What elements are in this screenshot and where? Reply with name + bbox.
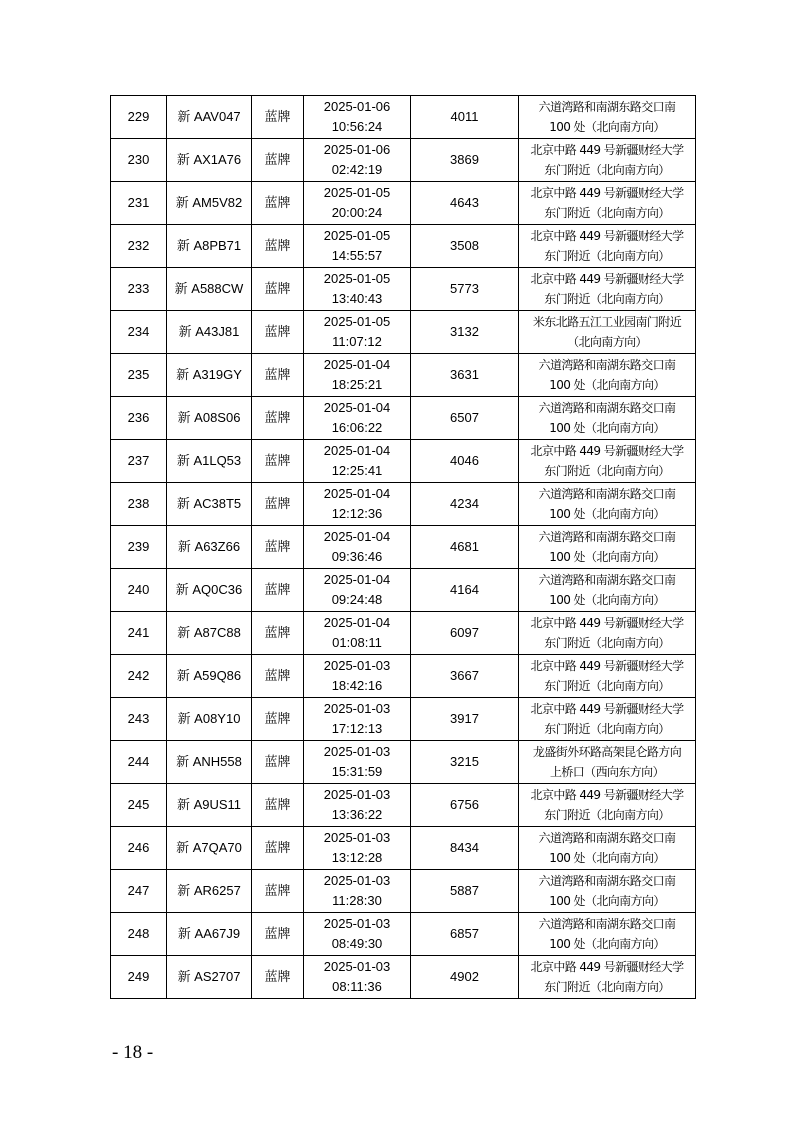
time-text: 08:49:30 (331, 936, 383, 951)
location-line-2: 100 处（北向南方向） (549, 120, 665, 134)
datetime-cell (304, 612, 411, 655)
plate-color-cell: 蓝牌 (252, 784, 304, 827)
table-row (111, 913, 696, 956)
table-row (111, 526, 696, 569)
location-line-2: 东门附近（北向南方向） (544, 722, 670, 736)
time-text: 11:07:12 (332, 334, 382, 349)
table-row (111, 139, 696, 182)
table-row (111, 96, 696, 139)
location-line-2: 东门附近（北向南方向） (544, 636, 670, 650)
code-cell: 6756 (411, 784, 519, 827)
table-row (111, 698, 696, 741)
code-cell: 6097 (411, 612, 519, 655)
table-row (111, 397, 696, 440)
location-cell (519, 913, 696, 956)
plate-color-cell: 蓝牌 (252, 483, 304, 526)
location-line-2: 东门附近（北向南方向） (544, 808, 670, 822)
plate-number-cell: 新 A43J81 (167, 311, 252, 354)
location-cell (519, 956, 696, 999)
location-line-1: 北京中路 449 号新疆财经大学 (530, 186, 684, 200)
time-text: 18:42:16 (331, 678, 383, 693)
row-number-cell: 236 (111, 397, 167, 440)
table-row (111, 784, 696, 827)
table-row (111, 569, 696, 612)
time-text: 08:11:36 (332, 979, 382, 994)
plate-number-cell: 新 A319GY (167, 354, 252, 397)
date-text: 2025-01-06 (323, 99, 391, 114)
plate-color-cell: 蓝牌 (252, 698, 304, 741)
location-line-2: 东门附近（北向南方向） (544, 980, 670, 994)
location-cell (519, 698, 696, 741)
location-line-1: 六道湾路和南湖东路交口南 (538, 401, 676, 415)
row-number-cell: 230 (111, 139, 167, 182)
plate-color-cell: 蓝牌 (252, 655, 304, 698)
plate-number-cell: 新 A7QA70 (167, 827, 252, 870)
row-number-cell: 234 (111, 311, 167, 354)
date-text: 2025-01-03 (323, 830, 391, 845)
location-line-1: 北京中路 449 号新疆财经大学 (530, 659, 684, 673)
location-cell (519, 311, 696, 354)
plate-number-cell: 新 AX1A76 (167, 139, 252, 182)
datetime-cell (304, 397, 411, 440)
date-text: 2025-01-03 (323, 959, 391, 974)
location-cell (519, 96, 696, 139)
table-row (111, 440, 696, 483)
datetime-cell (304, 96, 411, 139)
datetime-cell (304, 741, 411, 784)
row-number-cell: 232 (111, 225, 167, 268)
date-text: 2025-01-04 (323, 400, 391, 415)
datetime-cell (304, 440, 411, 483)
location-line-1: 龙盛街外环路高架昆仑路方向 (532, 745, 682, 759)
datetime-cell (304, 956, 411, 999)
plate-number-cell: 新 AAV047 (167, 96, 252, 139)
plate-color-cell: 蓝牌 (252, 182, 304, 225)
row-number-cell: 245 (111, 784, 167, 827)
location-line-1: 北京中路 449 号新疆财经大学 (530, 702, 684, 716)
row-number-cell: 239 (111, 526, 167, 569)
page-number: - 18 - (112, 1042, 154, 1063)
plate-color-cell: 蓝牌 (252, 268, 304, 311)
time-text: 17:12:13 (331, 721, 383, 736)
row-number-cell: 248 (111, 913, 167, 956)
row-number-cell: 243 (111, 698, 167, 741)
plate-number-cell: 新 ANH558 (167, 741, 252, 784)
time-text: 10:56:24 (331, 119, 383, 134)
records-table (110, 95, 696, 999)
plate-color-cell: 蓝牌 (252, 526, 304, 569)
date-text: 2025-01-05 (323, 185, 391, 200)
location-line-1: 六道湾路和南湖东路交口南 (538, 573, 676, 587)
code-cell: 5887 (411, 870, 519, 913)
location-line-1: 六道湾路和南湖东路交口南 (538, 487, 676, 501)
location-line-1: 六道湾路和南湖东路交口南 (538, 917, 676, 931)
code-cell: 4046 (411, 440, 519, 483)
datetime-cell (304, 225, 411, 268)
date-text: 2025-01-05 (323, 314, 391, 329)
time-text: 09:36:46 (331, 549, 383, 564)
location-cell (519, 397, 696, 440)
plate-number-cell: 新 A8PB71 (167, 225, 252, 268)
location-cell (519, 870, 696, 913)
code-cell: 3508 (411, 225, 519, 268)
datetime-cell (304, 526, 411, 569)
table-row (111, 483, 696, 526)
datetime-cell (304, 870, 411, 913)
location-line-2: 100 处（北向南方向） (549, 550, 665, 564)
code-cell: 4681 (411, 526, 519, 569)
date-text: 2025-01-03 (323, 787, 391, 802)
table-row (111, 827, 696, 870)
code-cell: 4643 (411, 182, 519, 225)
location-cell (519, 784, 696, 827)
plate-number-cell: 新 A63Z66 (167, 526, 252, 569)
code-cell: 5773 (411, 268, 519, 311)
plate-number-cell: 新 A87C88 (167, 612, 252, 655)
table-row (111, 225, 696, 268)
plate-number-cell: 新 AR6257 (167, 870, 252, 913)
time-text: 13:36:22 (331, 807, 383, 822)
time-text: 13:12:28 (331, 850, 383, 865)
location-cell (519, 483, 696, 526)
location-cell (519, 268, 696, 311)
location-cell (519, 526, 696, 569)
location-cell (519, 655, 696, 698)
row-number-cell: 233 (111, 268, 167, 311)
time-text: 18:25:21 (331, 377, 383, 392)
location-line-2: 东门附近（北向南方向） (544, 163, 670, 177)
datetime-cell (304, 827, 411, 870)
plate-color-cell: 蓝牌 (252, 139, 304, 182)
plate-number-cell: 新 AQ0C36 (167, 569, 252, 612)
location-line-1: 六道湾路和南湖东路交口南 (538, 874, 676, 888)
datetime-cell (304, 182, 411, 225)
plate-color-cell: 蓝牌 (252, 440, 304, 483)
date-text: 2025-01-04 (323, 572, 391, 587)
location-line-1: 六道湾路和南湖东路交口南 (538, 358, 676, 372)
table-row (111, 741, 696, 784)
plate-color-cell: 蓝牌 (252, 741, 304, 784)
code-cell: 6507 (411, 397, 519, 440)
datetime-cell (304, 698, 411, 741)
location-cell (519, 440, 696, 483)
location-line-2: 100 处（北向南方向） (549, 507, 665, 521)
date-text: 2025-01-03 (323, 744, 391, 759)
location-line-2: 东门附近（北向南方向） (544, 249, 670, 263)
code-cell: 3917 (411, 698, 519, 741)
code-cell: 3631 (411, 354, 519, 397)
location-line-1: 六道湾路和南湖东路交口南 (538, 100, 676, 114)
time-text: 16:06:22 (331, 420, 383, 435)
table-row (111, 268, 696, 311)
plate-color-cell: 蓝牌 (252, 354, 304, 397)
location-cell (519, 569, 696, 612)
location-line-2: 东门附近（北向南方向） (544, 679, 670, 693)
plate-number-cell: 新 A1LQ53 (167, 440, 252, 483)
table-row (111, 354, 696, 397)
location-line-1: 北京中路 449 号新疆财经大学 (530, 444, 684, 458)
code-cell: 4234 (411, 483, 519, 526)
row-number-cell: 246 (111, 827, 167, 870)
location-line-1: 北京中路 449 号新疆财经大学 (530, 788, 684, 802)
plate-color-cell: 蓝牌 (252, 612, 304, 655)
location-cell (519, 182, 696, 225)
location-line-1: 北京中路 449 号新疆财经大学 (530, 272, 684, 286)
row-number-cell: 247 (111, 870, 167, 913)
location-line-2: 100 处（北向南方向） (549, 894, 665, 908)
plate-number-cell: 新 AC38T5 (167, 483, 252, 526)
table-row (111, 612, 696, 655)
time-text: 09:24:48 (331, 592, 383, 607)
plate-number-cell: 新 A9US11 (167, 784, 252, 827)
records-table-body (111, 96, 696, 999)
plate-color-cell: 蓝牌 (252, 827, 304, 870)
datetime-cell (304, 784, 411, 827)
table-row (111, 956, 696, 999)
location-cell (519, 741, 696, 784)
location-line-2: 100 处（北向南方向） (549, 593, 665, 607)
time-text: 14:55:57 (331, 248, 383, 263)
plate-color-cell: 蓝牌 (252, 225, 304, 268)
date-text: 2025-01-05 (323, 271, 391, 286)
code-cell: 6857 (411, 913, 519, 956)
code-cell: 8434 (411, 827, 519, 870)
location-line-1: 北京中路 449 号新疆财经大学 (530, 616, 684, 630)
date-text: 2025-01-03 (323, 873, 391, 888)
location-line-2: 100 处（北向南方向） (549, 937, 665, 951)
plate-number-cell: 新 AM5V82 (167, 182, 252, 225)
datetime-cell (304, 655, 411, 698)
time-text: 12:25:41 (331, 463, 383, 478)
location-line-2: 上桥口（西向东方向） (549, 765, 664, 779)
location-line-2: 东门附近（北向南方向） (544, 206, 670, 220)
code-cell: 3667 (411, 655, 519, 698)
row-number-cell: 241 (111, 612, 167, 655)
date-text: 2025-01-03 (323, 916, 391, 931)
location-line-2: 东门附近（北向南方向） (544, 464, 670, 478)
plate-color-cell: 蓝牌 (252, 397, 304, 440)
date-text: 2025-01-06 (323, 142, 391, 157)
time-text: 20:00:24 (331, 205, 383, 220)
plate-number-cell: 新 A08Y10 (167, 698, 252, 741)
location-line-2: 100 处（北向南方向） (549, 851, 665, 865)
code-cell: 3869 (411, 139, 519, 182)
plate-number-cell: 新 A588CW (167, 268, 252, 311)
row-number-cell: 240 (111, 569, 167, 612)
date-text: 2025-01-04 (323, 443, 391, 458)
datetime-cell (304, 569, 411, 612)
table-row (111, 870, 696, 913)
datetime-cell (304, 268, 411, 311)
datetime-cell (304, 311, 411, 354)
code-cell: 3132 (411, 311, 519, 354)
datetime-cell (304, 483, 411, 526)
plate-color-cell: 蓝牌 (252, 311, 304, 354)
time-text: 01:08:11 (332, 635, 382, 650)
row-number-cell: 249 (111, 956, 167, 999)
location-line-1: 六道湾路和南湖东路交口南 (538, 530, 676, 544)
row-number-cell: 244 (111, 741, 167, 784)
table-row (111, 655, 696, 698)
code-cell: 4164 (411, 569, 519, 612)
plate-color-cell: 蓝牌 (252, 870, 304, 913)
date-text: 2025-01-04 (323, 529, 391, 544)
location-cell (519, 354, 696, 397)
plate-color-cell: 蓝牌 (252, 96, 304, 139)
code-cell: 4011 (411, 96, 519, 139)
date-text: 2025-01-03 (323, 658, 391, 673)
row-number-cell: 235 (111, 354, 167, 397)
row-number-cell: 231 (111, 182, 167, 225)
table-row (111, 311, 696, 354)
location-line-1: 北京中路 449 号新疆财经大学 (530, 229, 684, 243)
location-line-2: 100 处（北向南方向） (549, 378, 665, 392)
location-line-2: 东门附近（北向南方向） (544, 292, 670, 306)
time-text: 11:28:30 (332, 893, 382, 908)
time-text: 15:31:59 (331, 764, 383, 779)
row-number-cell: 238 (111, 483, 167, 526)
date-text: 2025-01-04 (323, 615, 391, 630)
date-text: 2025-01-03 (323, 701, 391, 716)
location-cell (519, 827, 696, 870)
table-row (111, 182, 696, 225)
row-number-cell: 237 (111, 440, 167, 483)
row-number-cell: 242 (111, 655, 167, 698)
date-text: 2025-01-05 (323, 228, 391, 243)
location-line-1: 米东北路五江工业园南门附近 (532, 315, 682, 329)
location-line-2: （北向南方向） (567, 335, 647, 349)
row-number-cell: 229 (111, 96, 167, 139)
location-line-1: 北京中路 449 号新疆财经大学 (530, 143, 684, 157)
date-text: 2025-01-04 (323, 486, 391, 501)
plate-color-cell: 蓝牌 (252, 956, 304, 999)
time-text: 02:42:19 (331, 162, 383, 177)
location-cell (519, 225, 696, 268)
datetime-cell (304, 139, 411, 182)
location-cell (519, 612, 696, 655)
plate-color-cell: 蓝牌 (252, 569, 304, 612)
plate-number-cell: 新 A59Q86 (167, 655, 252, 698)
plate-number-cell: 新 AA67J9 (167, 913, 252, 956)
code-cell: 3215 (411, 741, 519, 784)
time-text: 12:12:36 (331, 506, 383, 521)
datetime-cell (304, 354, 411, 397)
plate-color-cell: 蓝牌 (252, 913, 304, 956)
plate-number-cell: 新 AS2707 (167, 956, 252, 999)
plate-number-cell: 新 A08S06 (167, 397, 252, 440)
location-line-1: 北京中路 449 号新疆财经大学 (530, 960, 684, 974)
time-text: 13:40:43 (331, 291, 383, 306)
location-cell (519, 139, 696, 182)
location-line-1: 六道湾路和南湖东路交口南 (538, 831, 676, 845)
location-line-2: 100 处（北向南方向） (549, 421, 665, 435)
datetime-cell (304, 913, 411, 956)
code-cell: 4902 (411, 956, 519, 999)
date-text: 2025-01-04 (323, 357, 391, 372)
